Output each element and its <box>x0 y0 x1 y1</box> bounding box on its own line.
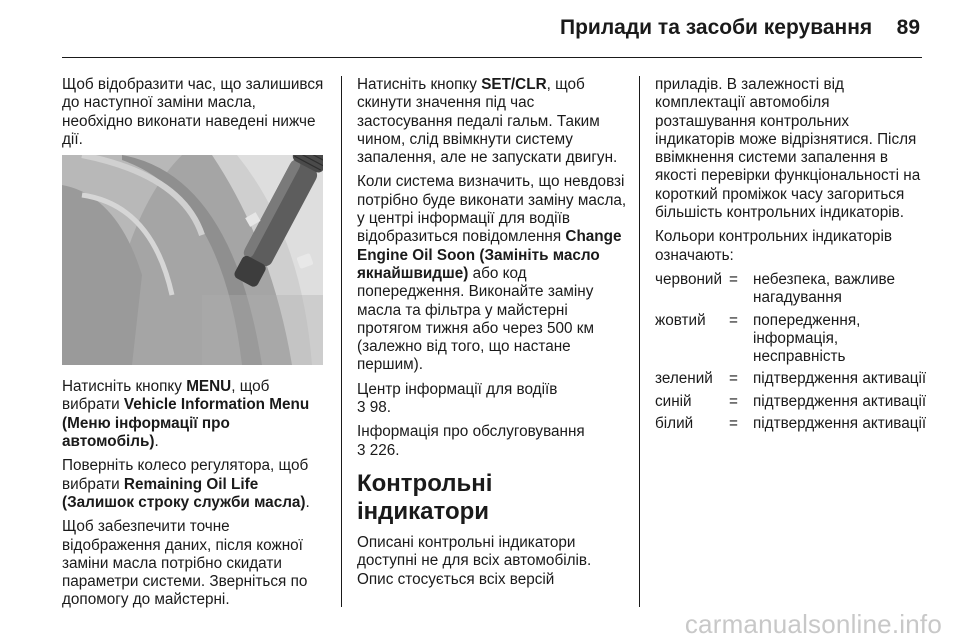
legend-color: синій <box>655 392 692 410</box>
section-heading: Контрольні індикатори <box>357 469 493 525</box>
legend-equals: = <box>729 415 738 433</box>
legend-color: зелений <box>655 370 713 388</box>
watermark: carmanualsonline.info <box>684 609 942 639</box>
driver-info-page-ref[interactable]: 3 98. <box>357 399 392 417</box>
page-number: 89 <box>896 16 920 39</box>
wheel-instruction: Поверніть колесо регулятора, щоб вибрати Remaining Oil Life (Залишок строку служби масла). <box>62 457 310 511</box>
legend-meaning: підтвердження активації <box>753 392 927 410</box>
menu-instruction: Натисніть кнопку MENU, щоб вибрати Vehicle Information Menu (Меню інформації про автомобіль). <box>62 378 310 451</box>
legend-row <box>655 271 930 308</box>
page-header-title: Прилади та засоби керування <box>560 16 873 39</box>
header-rule <box>62 57 922 58</box>
reset-note: Щоб забезпечити точне відображення даних, після кожної заміни масла потрібно скидати параметри системи. Зверніться по допомогу до майстерні. <box>62 518 308 609</box>
color-legend <box>655 271 930 433</box>
legend-equals: = <box>729 311 738 329</box>
legend-color: червоний <box>655 270 722 288</box>
legend-equals: = <box>729 370 738 388</box>
legend-row <box>655 312 930 367</box>
indicators-description: приладів. В залежності від комплектації автомобіля розташування контрольних індикаторів може відрізнятися. Після ввімкнення системи запалення в якості перевірки функціональності на короткий проміжок часу загориться більшість контрольних індикаторів. <box>655 76 921 222</box>
legend-color: жовтий <box>655 311 706 329</box>
column-1 <box>62 76 328 616</box>
service-info-reference: Інформація про обслуговування 3 226. <box>357 423 585 459</box>
legend-equals: = <box>729 270 738 288</box>
service-info-page-ref[interactable]: 3 226. <box>357 441 400 459</box>
legend-meaning: підтвердження активації <box>753 370 927 388</box>
legend-meaning: попередження, інформація, несправність <box>753 311 861 366</box>
set-clr-instruction: Натисніть кнопку SET/CLR, щоб скинути значення під час застосування педалі гальм. Таким чином, слід ввімкнути систему запалення, але не запускати двигун. <box>357 76 618 167</box>
legend-meaning: підтвердження активації <box>753 415 927 433</box>
legend-color: білий <box>655 415 694 433</box>
legend-row <box>655 370 930 388</box>
change-oil-message-label: Change Engine Oil Soon (Замініть масло якнайшвидше) <box>357 228 622 282</box>
column-3 <box>655 76 930 437</box>
set-clr-button-label: SET/CLR <box>481 76 547 93</box>
legend-row <box>655 393 930 411</box>
column-divider-2 <box>639 76 640 607</box>
legend-equals: = <box>729 392 738 410</box>
column-2 <box>357 76 627 595</box>
indicators-intro: Описані контрольні індикатори доступні не для всіх автомобілів. Опис стосується всіх версій <box>357 533 592 588</box>
menu-button-label: MENU <box>186 378 232 396</box>
legend-meaning: небезпека, важливе нагадування <box>753 270 896 307</box>
column-divider-1 <box>341 76 342 607</box>
colors-intro: Кольори контрольних індикаторів означають: <box>655 228 892 264</box>
intro-paragraph: Щоб відобразити час, що залишився до наступної заміни масла, необхідно виконати наведені нижче дії. <box>62 76 324 148</box>
lever-illustration <box>62 155 323 365</box>
vehicle-info-menu-label: Vehicle Information Menu (Меню інформації про автомобіль) <box>62 396 310 451</box>
driver-info-reference: Центр інформації для водіїв 3 98. <box>357 380 558 417</box>
legend-row <box>655 415 930 433</box>
remaining-oil-life-label: Remaining Oil Life (Залишок строку служби масла) <box>62 475 306 511</box>
oil-change-warning: Коли система визначить, що невдовзі потрібно буде виконати заміну масла, у центрі інформації для водіїв відобразиться повідомлення Change Engine Oil Soon (Замініть масло якнайшвидше) або код попередження. Виконайте заміну масла та фільтра у майстерні протягом тижня або через 500 км (залежно від того, що настане першим). <box>357 173 627 374</box>
